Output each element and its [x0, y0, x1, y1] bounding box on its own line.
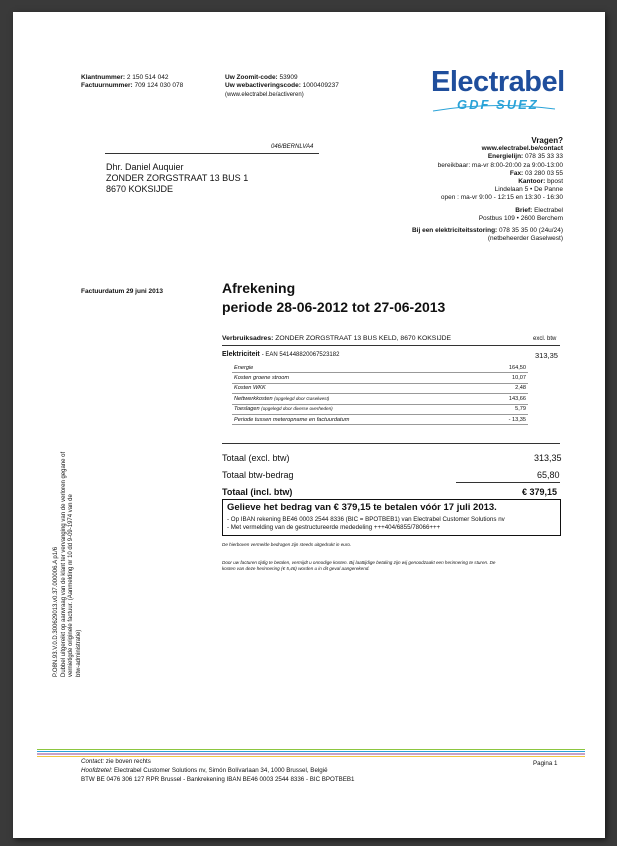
cost-line-row	[232, 414, 528, 424]
kantoor: Kantoor: bpost	[518, 178, 563, 186]
late-payment-note-2: kosten van deze herinnering (€ 5,46) worden u in dit geval aangerekend.	[222, 566, 370, 571]
contact-block	[412, 137, 563, 243]
netbeheerder: (netbeheerder Gaselwest)	[487, 235, 563, 243]
footer-contact: Contact: zie boven rechts	[81, 758, 151, 765]
btw-label: Totaal btw-bedrag	[222, 470, 294, 480]
cost-line-row	[232, 383, 528, 393]
storing: Bij een elektriciteitsstoring: 078 35 35 00 (24u/24)	[411, 227, 563, 235]
routing-ref: 046/BERNLVA4	[271, 144, 314, 150]
cost-line-row	[232, 404, 528, 414]
totals-divider	[222, 443, 560, 444]
excl-btw-label: excl. btw	[533, 336, 557, 342]
cost-line-value: 164,50	[483, 363, 528, 373]
currency-note: De hierboven vermelde bedragen zijn steeds uitgedrukt in euro.	[222, 542, 352, 547]
webactiveringscode: Uw webactiveringscode: 1000409237	[225, 82, 339, 89]
vragen-heading: Vragen?	[531, 136, 563, 145]
totaal-excl-label: Totaal (excl. btw)	[222, 453, 290, 463]
elektriciteit-total: 313,35	[535, 351, 558, 360]
webact-url: (www.electrabel.be/activeren)	[225, 92, 304, 98]
footer-hoofdzetel: Hoofdzetel: Electrabel Customer Solutions nv, Simón Bolívarlaan 34, 1000 Brussel, België	[81, 767, 328, 774]
page-number: Pagina 1	[533, 760, 558, 767]
footer-btw-line: BTW BE 0476 306 127 RPR Brussel - Bankrekening IBAN BE46 0003 2544 8336 - BIC BPOTBEB1	[81, 776, 355, 783]
sum-line	[456, 482, 560, 483]
footer-stripe	[37, 751, 585, 752]
kantoor-address: Lindelaan 5 • De Panne	[494, 186, 563, 194]
fax: Fax: 03 280 03 55	[509, 169, 563, 177]
footer-color-stripes	[37, 749, 585, 758]
side-legal-text: P.O8N.93.V.0.D.300629013.v0.37.000006.A p1/6 Dubbel uitgereikt op aanvraag van de klant ter vervanging van de verloren gegane of vernietigde originele factuur. (Aanmelding nr 10 dd 9-09-1974 van de btw-administratie)	[53, 451, 82, 677]
cost-line-row	[232, 373, 528, 383]
cost-line-value: 2,48	[483, 383, 528, 393]
invoice-title: Afrekening	[222, 280, 296, 296]
cost-line-label: Kosten groene stroom	[232, 373, 483, 383]
energielijn: Energielijn: 078 35 33 33	[487, 153, 563, 161]
totaal-incl-value: € 379,15	[522, 487, 558, 497]
cost-line-row	[232, 394, 528, 404]
totaal-incl-label: Totaal (incl. btw)	[222, 487, 293, 497]
recipient-name: Dhr. Daniel Auquier	[106, 162, 184, 172]
brief: Brief: Electrabel	[515, 206, 563, 214]
cost-line-value: 143,66	[483, 394, 528, 404]
kantoor-hours: open : ma-vr 9:00 - 12:15 en 13:30 - 16:30	[440, 194, 563, 202]
elektriciteit-header: Elektriciteit - EAN 541448820067523182	[222, 351, 340, 358]
invoice-date: Factuurdatum 29 juni 2013	[81, 288, 163, 295]
cost-line-label: Kosten WKK	[232, 383, 483, 393]
recipient-street: ZONDER ZORGSTRAAT 13 BUS 1	[106, 173, 249, 183]
logo-subbrand: GDF SUEZ	[457, 97, 539, 112]
cost-line-label: Periode tussen meteropname en factuurdatum	[232, 414, 483, 424]
cost-line-value: 10,07	[483, 373, 528, 383]
cost-line-row	[232, 363, 528, 373]
invoice-page	[13, 12, 605, 838]
recipient-address	[106, 162, 248, 195]
payment-headline: Gelieve het bedrag van € 379,15 te betalen vóór 17 juli 2013.	[227, 502, 497, 513]
invoice-period: periode 28-06-2012 tot 27-06-2013	[222, 299, 446, 315]
postbus: Postbus 109 • 2600 Berchem	[478, 214, 563, 222]
bereikbaar: bereikbaar: ma-vr 8:00-20:00 za 9:00-13:00	[437, 161, 563, 169]
zoomit-code: Uw Zoomit-code: 53909	[225, 74, 298, 81]
electrabel-logo	[431, 66, 565, 113]
factuurnummer: Factuurnummer: 709 124 030 078	[81, 82, 184, 89]
payment-instruction-box	[222, 499, 561, 536]
cost-line-value: 5,79	[483, 404, 528, 414]
contact-url: www.electrabel.be/contact	[481, 145, 563, 153]
btw-value: 65,80	[537, 470, 560, 480]
verbruik-divider	[222, 345, 560, 346]
late-payment-note-1: Door uw facturen tijdig te betalen, vermijdt u onnodige kosten. Bij laattijdige betaling zijn wij genoodzaakt een herinnering te sturen. De	[222, 560, 496, 565]
recipient-city: 8670 KOKSIJDE	[106, 184, 174, 194]
klantnummer: Klantnummer: 2 150 514 042	[81, 74, 169, 81]
address-divider	[105, 153, 319, 154]
cost-line-label: Toeslagen (opgelegd door diverse overheden)	[232, 404, 483, 414]
cost-line-value: - 13,35	[483, 414, 528, 424]
footer-stripe	[37, 756, 585, 757]
cost-line-label: Energie	[232, 363, 483, 373]
payment-reference-line: - Met vermelding van de gestructureerde mededeling +++404/6855/78066+++	[227, 524, 441, 531]
verbruiksadres: Verbruiksadres: ZONDER ZORGSTRAAT 13 BUS KELD, 8670 KOKSIJDE	[222, 335, 452, 342]
logo-wordmark: Electrabel	[431, 66, 565, 98]
cost-line-label: Nettwerkkosten (opgelegd door Gaselwest)	[232, 394, 483, 404]
footer-stripe	[37, 753, 585, 754]
totaal-excl-value: 313,35	[534, 453, 562, 463]
payment-iban-line: - Op IBAN rekening BE46 0003 2544 8336 (BIC = BPOTBEB1) van Electrabel Customer Solutions nv	[227, 516, 505, 523]
cost-breakdown-table	[232, 363, 528, 425]
footer-stripe	[37, 749, 585, 750]
